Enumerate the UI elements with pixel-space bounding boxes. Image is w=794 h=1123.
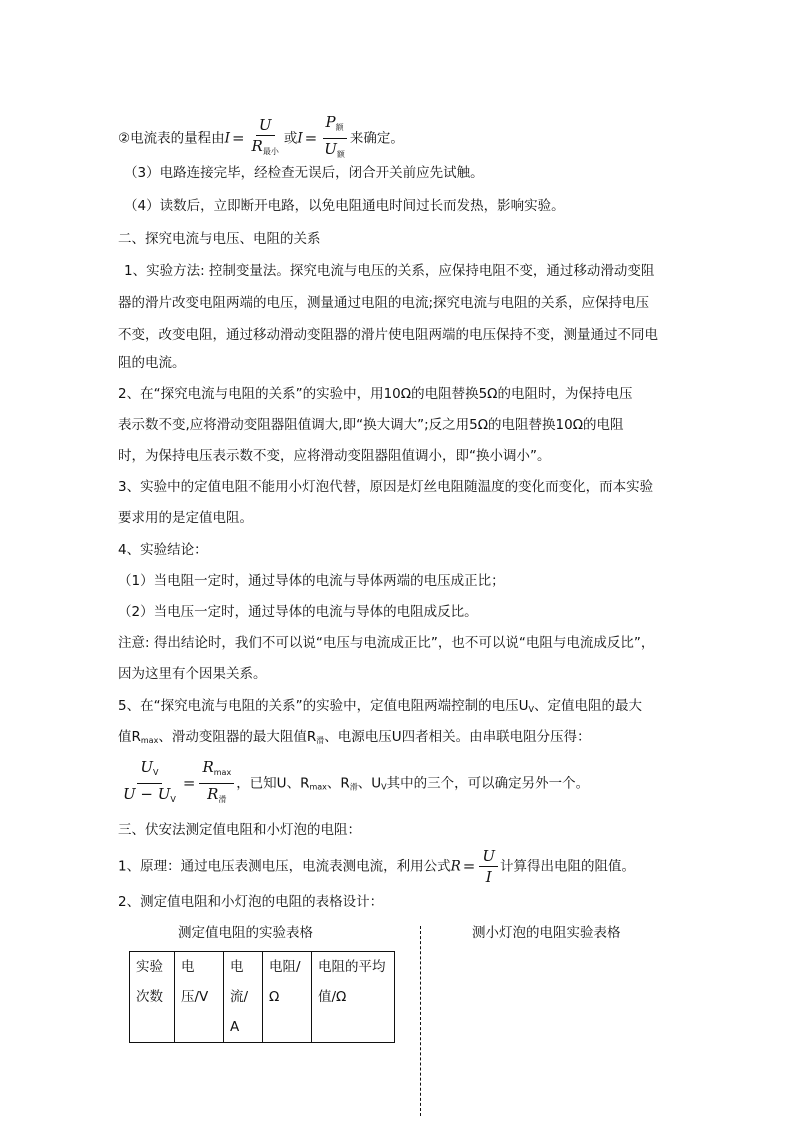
den-sub: 滑 — [218, 795, 227, 804]
text: 、R — [326, 775, 350, 792]
denominator — [249, 136, 282, 162]
denominator — [321, 139, 348, 165]
text-line: 4、实验结论： — [118, 542, 208, 558]
text: 、电源电压U四者相关。由串联电阻分压得： — [324, 729, 591, 745]
equals: = — [231, 128, 245, 147]
den-var: U — [324, 140, 337, 158]
num-var: U — [140, 758, 154, 776]
text-line: （2）当电压一定时，通过导体的电流与导体的电阻成反比。 — [118, 604, 478, 620]
text-line: （1）当电阻一定时，通过导体的电流与导体两端的电压成正比； — [118, 573, 505, 589]
text-line: 表示数不变,应将滑动变阻器阻值调大,即“换大调大”;反之用5Ω的电阻替换10Ω的电阻 — [118, 417, 624, 433]
text: 值R — [118, 729, 141, 745]
text-line: 因为这里有个因果关系。 — [118, 666, 267, 682]
text: 来确定。 — [349, 130, 404, 147]
var-I: I — [224, 130, 230, 147]
text-line: 时，为保持电压表示数不变，应将滑动变阻器阻值调小，即“换小调小”。 — [118, 448, 551, 464]
den-sub: V — [170, 795, 176, 804]
var-R: R — [450, 858, 461, 875]
equals: = — [182, 773, 196, 792]
text-line: 阻的电流。 — [118, 355, 186, 371]
num-sub: V — [153, 768, 159, 777]
text-line: 3、实验中的定值电阻不能用小灯泡代替，原因是灯丝电阻随温度的变化而变化，而本实验 — [118, 479, 654, 495]
num-var: R — [202, 758, 214, 776]
dashed-divider — [420, 926, 421, 1116]
table-row — [130, 952, 395, 1043]
text: 5、在“探究电流与电阻的关系”的实验中，定值电阻两端控制的电压U — [118, 698, 529, 714]
den-sub: 最小 — [262, 147, 279, 156]
numerator — [137, 757, 161, 784]
fraction-u-over-rmin — [249, 115, 282, 162]
fraction-rmax-over-rslide — [199, 757, 234, 810]
text-line — [118, 728, 678, 750]
cell-text: 电阻的平均值/Ω — [318, 959, 386, 1005]
subscript: V — [528, 705, 534, 714]
numerator — [199, 757, 234, 784]
text: ，已知U、R — [236, 775, 310, 792]
text-line: 注意: 得出结论时，我们不可以说“电压与电流成正比”，也不可以说“电阻与电流成反比”， — [118, 635, 655, 651]
den-var: R — [207, 785, 219, 803]
table-cell — [130, 952, 175, 1043]
text-line — [118, 697, 678, 719]
numerator: U — [479, 846, 498, 867]
right-table-caption: 测小灯泡的电阻实验表格 — [472, 925, 621, 941]
subscript: max — [140, 736, 159, 745]
equals: = — [304, 128, 318, 147]
text-line: （3）电路连接完毕，经检查无误后，闭合开关前应先试触。 — [124, 165, 484, 181]
cell-text: 电压/V — [181, 959, 209, 1005]
text: 计算得出电阻的阻值。 — [500, 858, 635, 875]
table-cell — [175, 952, 224, 1043]
num-var: P — [325, 113, 336, 131]
cell-text: 电流/A — [230, 959, 249, 1035]
den-sub: 额 — [336, 150, 345, 159]
subscript: 滑 — [316, 736, 325, 745]
fraction-u-over-i — [479, 846, 498, 887]
text-line: 1、实验方法: 控制变量法。探究电流与电压的关系，应保持电阻不变，通过移动滑动变阻 — [124, 263, 655, 279]
range-formula-line — [118, 112, 678, 165]
text-line: 2、在“探究电流与电阻的关系”的实验中，用10Ω的电阻替换5Ω的电阻时，为保持电压 — [118, 386, 633, 402]
text: 其中的三个，可以确定另外一个。 — [386, 775, 590, 792]
text-line: 不变，改变电阻，通过移动滑动变阻器的滑片使电阻两端的电压保持不变，测量通过不同电 — [118, 327, 658, 343]
denominator: I — [485, 868, 492, 886]
var-I: I — [297, 130, 303, 147]
cell-text: 实验次数 — [136, 959, 163, 1005]
fraction-uv-over-u-minus-uv — [120, 757, 179, 810]
table-cell — [224, 952, 263, 1043]
text: 、U — [357, 775, 382, 792]
section-heading: 三、伏安法测定值电阻和小灯泡的电阻： — [118, 822, 361, 838]
text-line: （4）读数后，立即断开电路，以免电阻通电时间过长而发热，影响实验。 — [124, 198, 565, 214]
num-sub: 额 — [335, 123, 344, 132]
fixed-resistor-table — [129, 951, 395, 1043]
text: 1、原理：通过电压表测电压，电流表测电流，利用公式 — [118, 858, 451, 875]
subscript: 滑 — [349, 782, 358, 792]
numerator — [323, 112, 347, 139]
section-heading: 二、探究电流与电压、电阻的关系 — [118, 231, 321, 247]
text-line: 2、测定值电阻和小灯泡的电阻的表格设计： — [118, 894, 384, 910]
den-var: U − U — [123, 785, 171, 803]
numerator: U — [256, 115, 275, 136]
text-line: 器的滑片改变电阻两端的电压，测量通过电阻的电流;探究电流与电阻的关系，应保持电压 — [118, 295, 650, 311]
text: 、定值电阻的最大 — [533, 698, 642, 714]
text: 、滑动变阻器的最大阻值R — [158, 729, 317, 745]
den-var: R — [251, 137, 263, 155]
denominator — [204, 784, 229, 810]
divider-formula-line — [118, 757, 678, 810]
left-table-caption: 测定值电阻的实验表格 — [178, 925, 313, 941]
table-cell — [312, 952, 395, 1043]
subscript: max — [309, 782, 327, 792]
denominator — [120, 784, 179, 810]
text: ②电流表的量程由 — [118, 130, 225, 147]
text: 或 — [283, 130, 298, 147]
text-line: 要求用的是定值电阻。 — [118, 510, 253, 526]
cell-text: 电阻/Ω — [269, 959, 301, 1005]
table-cell — [263, 952, 312, 1043]
num-sub: max — [213, 768, 232, 777]
principle-formula-line — [118, 846, 678, 887]
equals: = — [462, 856, 476, 875]
fraction-p-over-u — [321, 112, 348, 165]
subscript: V — [381, 782, 387, 792]
